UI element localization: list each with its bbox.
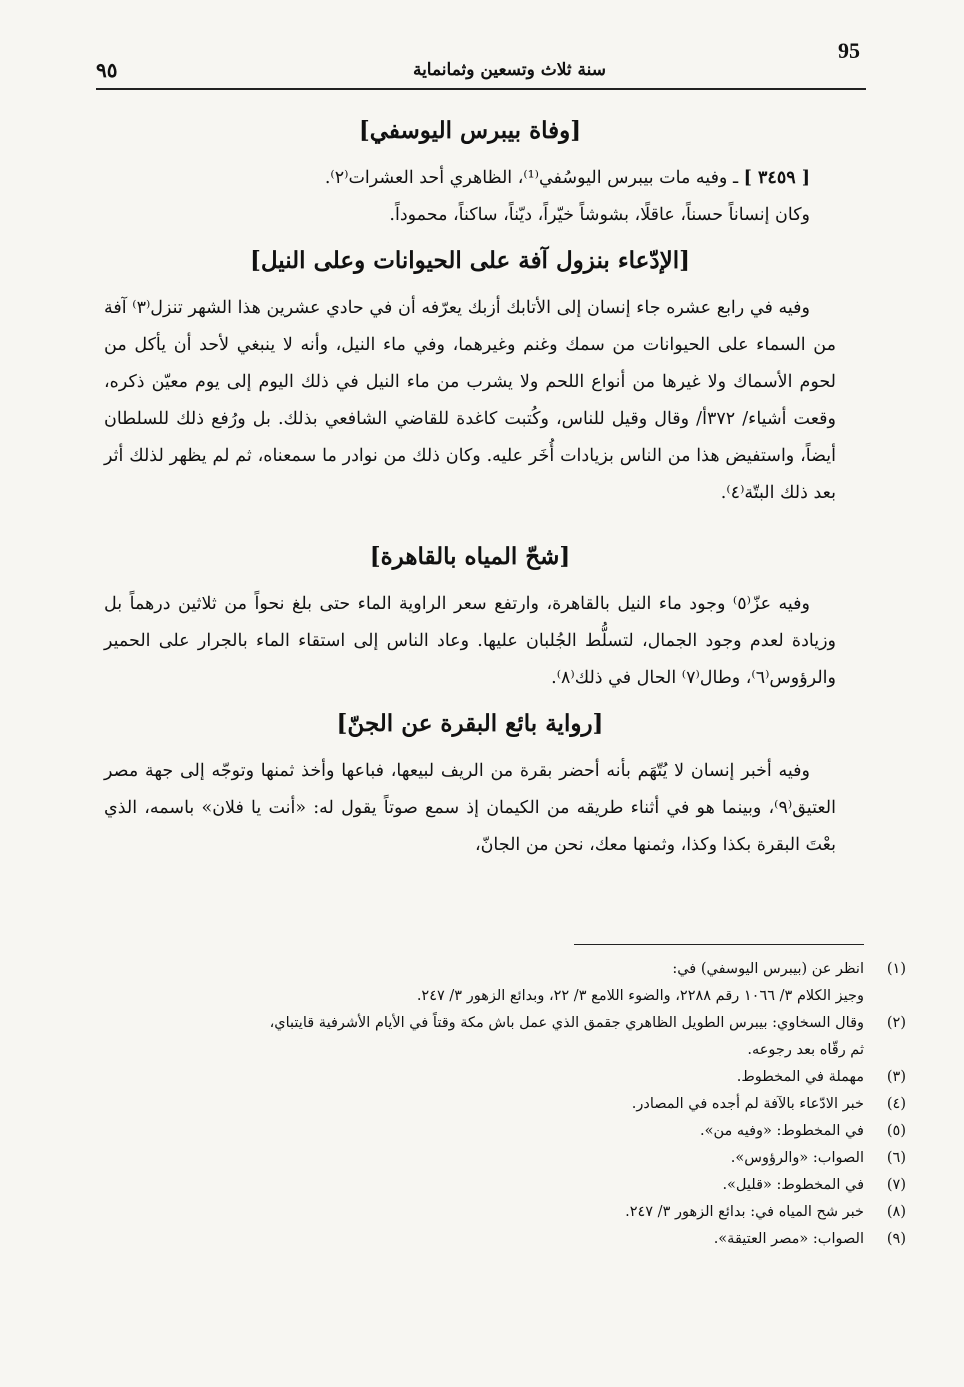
- paragraph: [104, 160, 836, 197]
- footnote-text: انظر عن (بيبرس اليوسفي) في:: [672, 961, 864, 977]
- running-header: [96, 58, 866, 90]
- section-heading: [شحّ المياه بالقاهرة]: [369, 543, 571, 570]
- paragraph: [104, 290, 836, 512]
- paragraph-text: وفيه أخبر إنسان لا يُتّهَم بأنه أحضر بقرة من الريف لبيعها، فباعها وأخذ ثمنها وتوجّه إلى جهة مصر العتيق⁽٩⁾، وبينما هو في أثناء طريقه من الكيمان إذ سمع صوتاً يقول له: «أنت يا فلان» باسمه، الذي بعْتَ البقرة بكذا وكذا، وثمنها معك، نحن من الجانّ،: [104, 761, 836, 855]
- footnote-number: (٢): [886, 1015, 906, 1031]
- footnote-number: (٣): [886, 1069, 906, 1085]
- footnote-text: وجيز الكلام ٣/ ١٠٦٦ رقم ٢٢٨٨، والضوء اللامع ٣/ ٢٢، وبدائع الزهور ٣/ ٢٤٧.: [416, 988, 864, 1004]
- footnote: [180, 1118, 906, 1145]
- paragraph: [104, 586, 836, 697]
- section-heading: [الإدّعاء بنزول آفة على الحيوانات وعلى النيل]: [249, 247, 690, 274]
- footnote: [180, 1145, 906, 1172]
- section-heading: [رواية بائع البقرة عن الجنّ]: [336, 710, 604, 737]
- paragraph-text: وفيه في رابع عشره جاء إنسان إلى الأتابك أزبك يعرّفه أن في حادي عشرين هذا الشهر تنزل⁽٣⁾ آفة من السماء على الحيوانات من سمك وغنم وغيرهما، وفي ماء النيل، وأنه لا ينبغي لأحد أن يأكل من لحوم الأسماك ولا غيرها من أنواع اللحم ولا يشرب من ماء النيل في ذلك اليوم إلى يوم معيّن ذكره، وقعت أشياء/ ٣٧٢أ/ وقال وقيل للناس، وكُتبت كاغدة للقاضي الشافعي بذلك. بل ورُفع ذلك للسلطان أيضاً، واستفيض هذا من الناس بزيادات أُخَر عليه. وكان ذلك من نوادر ما سمعناه، ثم لم يظهر لذلك أثر بعد ذلك البتّة⁽٤⁾.: [104, 298, 837, 503]
- footnote-text: ثم رقّاه بعد رجوعه.: [747, 1042, 864, 1058]
- entry-number: [ ٣٤٥٩ ]: [743, 168, 810, 188]
- footnote-number: (٥): [886, 1123, 906, 1139]
- footnote-text: مهملة في المخطوط.: [736, 1069, 864, 1085]
- paragraph-text: وكان إنساناً حسناً، عاقلًا، بشوشاً خيّراً، ديّناً، ساكناً، محموداً.: [389, 205, 810, 225]
- paragraph-text: وفيه عزّ⁽٥⁾ وجود ماء النيل بالقاهرة، وارتفع سعر الراوية الماء حتى بلغ نحواً من ثلاثين درهماً بل وزيادة لعدم وجود الجمال، لتسلُّط الجُلبان عليها. وعاد الناس إلى استقاء الماء بالجرار على الحمير والرؤوس⁽٦⁾، وطال⁽٧⁾ الحال في ذلك⁽٨⁾.: [104, 594, 836, 688]
- footnote-number: (٩): [886, 1231, 906, 1247]
- footnote-divider: [574, 944, 864, 945]
- main-text: [104, 104, 836, 864]
- footnote-text: الصواب: «والرؤوس».: [730, 1150, 864, 1166]
- footnote-number: (٧): [886, 1177, 906, 1193]
- paragraph: [104, 197, 836, 234]
- footnote-number: (٨): [886, 1204, 906, 1220]
- paragraph-text: ـ وفيه مات بيبرس اليوسُفي⁽¹⁾، الظاهري أحد العشرات⁽٢⁾.: [324, 168, 744, 188]
- running-title: سنة ثلاث وتسعين وثمانماية: [412, 60, 606, 80]
- footnotes: [180, 956, 906, 1253]
- footnote: [180, 1064, 906, 1091]
- footnote: [180, 956, 906, 1010]
- footnote-text: خبر الادّعاء بالآفة لم أجده في المصادر.: [631, 1096, 864, 1112]
- footnote: [180, 1091, 906, 1118]
- section-heading: [وفاة بيبرس اليوسفي]: [358, 117, 582, 144]
- footnote-text: في المخطوط: «وفيه من».: [700, 1123, 864, 1139]
- footnote-text: في المخطوط: «قليل».: [722, 1177, 864, 1193]
- footnote: [180, 1226, 906, 1253]
- footnote-number: (٦): [886, 1150, 906, 1166]
- footnote-text: خبر شح المياه في: بدائع الزهور ٣/ ٢٤٧.: [625, 1204, 864, 1220]
- footnote: [180, 1199, 906, 1226]
- footnote-number: (١): [886, 961, 906, 977]
- page-number-arabic: ٩٥: [96, 58, 118, 82]
- footnote: [180, 1172, 906, 1199]
- paragraph: [104, 753, 836, 864]
- footnote: [180, 1010, 906, 1064]
- footnote-text: وقال السخاوي: بيبرس الطويل الظاهري جقمق الذي عمل باش مكة وقتاً في الأيام الأشرفية قايتباي،: [269, 1015, 864, 1031]
- footnote-text: الصواب: «مصر العتيقة».: [713, 1231, 864, 1247]
- page-number-latin: 95: [838, 38, 860, 63]
- footnote-number: (٤): [886, 1096, 906, 1112]
